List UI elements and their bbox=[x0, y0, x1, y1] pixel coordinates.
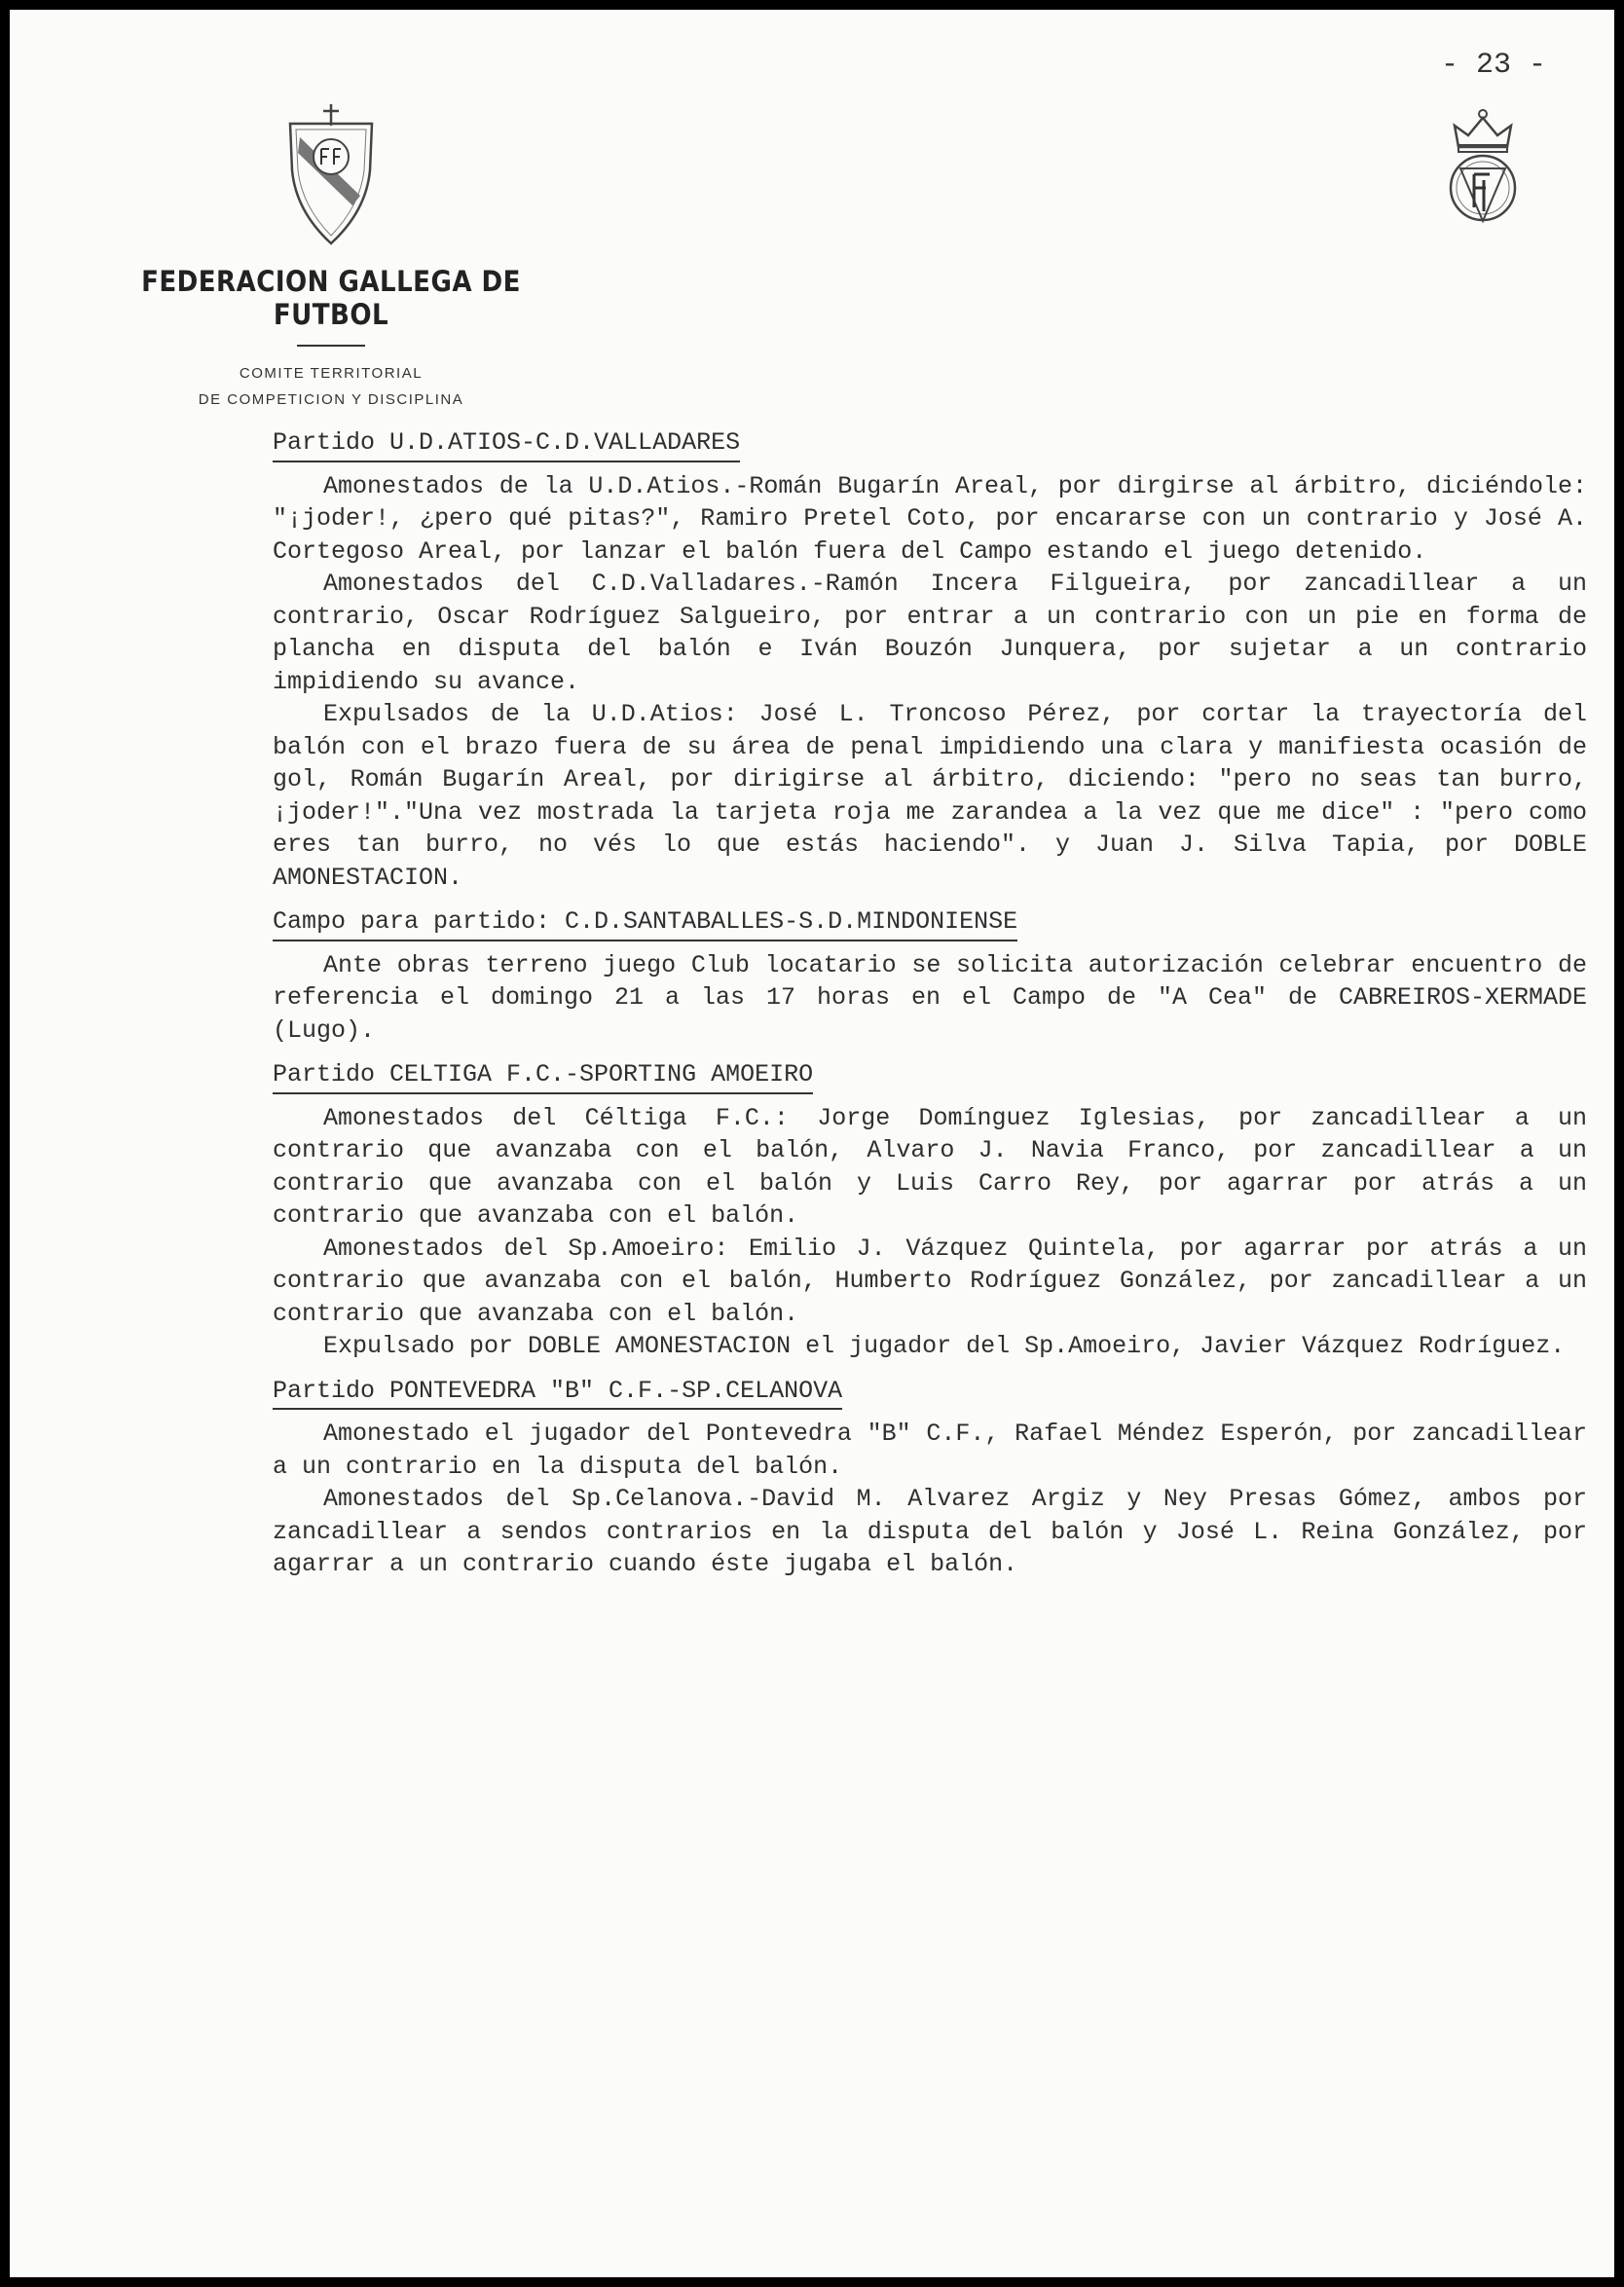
section-heading: Partido U.D.ATIOS-C.D.VALLADARES bbox=[273, 426, 740, 462]
federation-name: FEDERACION GALLEGA DE FUTBOL bbox=[141, 265, 521, 331]
section-heading: Partido PONTEVEDRA "B" C.F.-SP.CELANOVA bbox=[273, 1375, 842, 1411]
letterhead bbox=[107, 265, 555, 413]
committee-line-2: DE COMPETICION Y DISCIPLINA bbox=[198, 391, 464, 408]
section-atios-valladares bbox=[273, 426, 1587, 894]
section-heading: Campo para partido: C.D.SANTABALLES-S.D.MINDONIENSE bbox=[273, 905, 1017, 941]
committee-name bbox=[107, 360, 555, 413]
committee-line-1: COMITE TERRITORIAL bbox=[239, 365, 424, 382]
document-page bbox=[10, 10, 1614, 2277]
paragraph: Amonestado el jugador del Pontevedra "B" C.F., Rafael Méndez Esperón, por zancadillear a un contrario en la disputa del balón. bbox=[273, 1420, 1587, 1481]
page-number: - 23 - bbox=[1440, 49, 1546, 82]
paragraph: Expulsados de la U.D.Atios: José L. Troncoso Pérez, por cortar la trayectoría del balón con el brazo fuera de su área de penal impidiendo una clara y manifiesta ocasión de gol, Román Bugarín Areal, por dirigirse al árbitro, diciendo: "pero no seas tan burro, ¡joder!"."Una vez mostrada la tarjeta roja me zarandea a la vez que me dice" : "pero como eres tan burro, no vés lo que estás haciendo". y Juan J. Silva Tapia, por DOBLE AMONESTACION. bbox=[273, 700, 1587, 892]
section-santaballes-mindoniense bbox=[273, 905, 1587, 1047]
section-pontevedra-celanova bbox=[273, 1375, 1587, 1581]
letterhead-rule bbox=[297, 345, 365, 347]
paragraph: Amonestados de la U.D.Atios.-Román Bugarín Areal, por dirgirse al árbitro, diciéndole: "¡joder!, ¿pero qué pitas?", Ramiro Pretel Coto, por encararse con un contrario y José A. Cortegoso Areal, por lanzar el balón fuera del Campo estando el juego detenido. bbox=[273, 471, 1587, 566]
paragraph: Amonestados del Sp.Amoeiro: Emilio J. Vázquez Quintela, por agarrar por atrás a un contrario que avanzaba con el balón, Humberto Rodríguez González, por zancadillear a un contrario que avanzaba con el balón. bbox=[273, 1234, 1587, 1328]
section-celtiga-amoeiro bbox=[273, 1058, 1587, 1363]
paragraph: Amonestados del Sp.Celanova.-David M. Alvarez Argiz y Ney Presas Gómez, ambos por zancadillear a sendos contrarios en la disputa del balón y José L. Reina González, por agarrar a un contrario cuando éste jugaba el balón. bbox=[273, 1485, 1587, 1578]
section-heading: Partido CELTIGA F.C.-SPORTING AMOEIRO bbox=[273, 1058, 813, 1094]
paragraph: Amonestados del C.D.Valladares.-Ramón Incera Filgueira, por zancadillear a un contrario, Oscar Rodríguez Salgueiro, por entrar a un contrario con un pie en forma de plancha en disputa del balón e Iván Bouzón Junquera, por sujetar a un contrario impidiendo su avance. bbox=[273, 570, 1587, 696]
crowned-rfef-emblem-icon bbox=[1439, 102, 1527, 229]
federation-shield-icon bbox=[282, 102, 380, 248]
paragraph: Ante obras terreno juego Club locatario se solicita autorización celebrar encuentro de referencia el domingo 21 a las 17 horas en el Campo de "A Cea" de CABREIROS-XERMADE (Lugo). bbox=[273, 950, 1587, 1045]
paragraph: Expulsado por DOBLE AMONESTACION el jugador del Sp.Amoeiro, Javier Vázquez Rodríguez. bbox=[323, 1332, 1566, 1360]
paragraph: Amonestados del Céltiga F.C.: Jorge Domínguez Iglesias, por zancadillear a un contrario que avanzaba con el balón, Alvaro J. Navia Franco, por zancadillear a un contrario que avanzaba con el balón y Luis Carro Rey, por agarrar por atrás a un contrario que avanzaba con el balón. bbox=[273, 1103, 1587, 1230]
document-body bbox=[273, 426, 1587, 1581]
